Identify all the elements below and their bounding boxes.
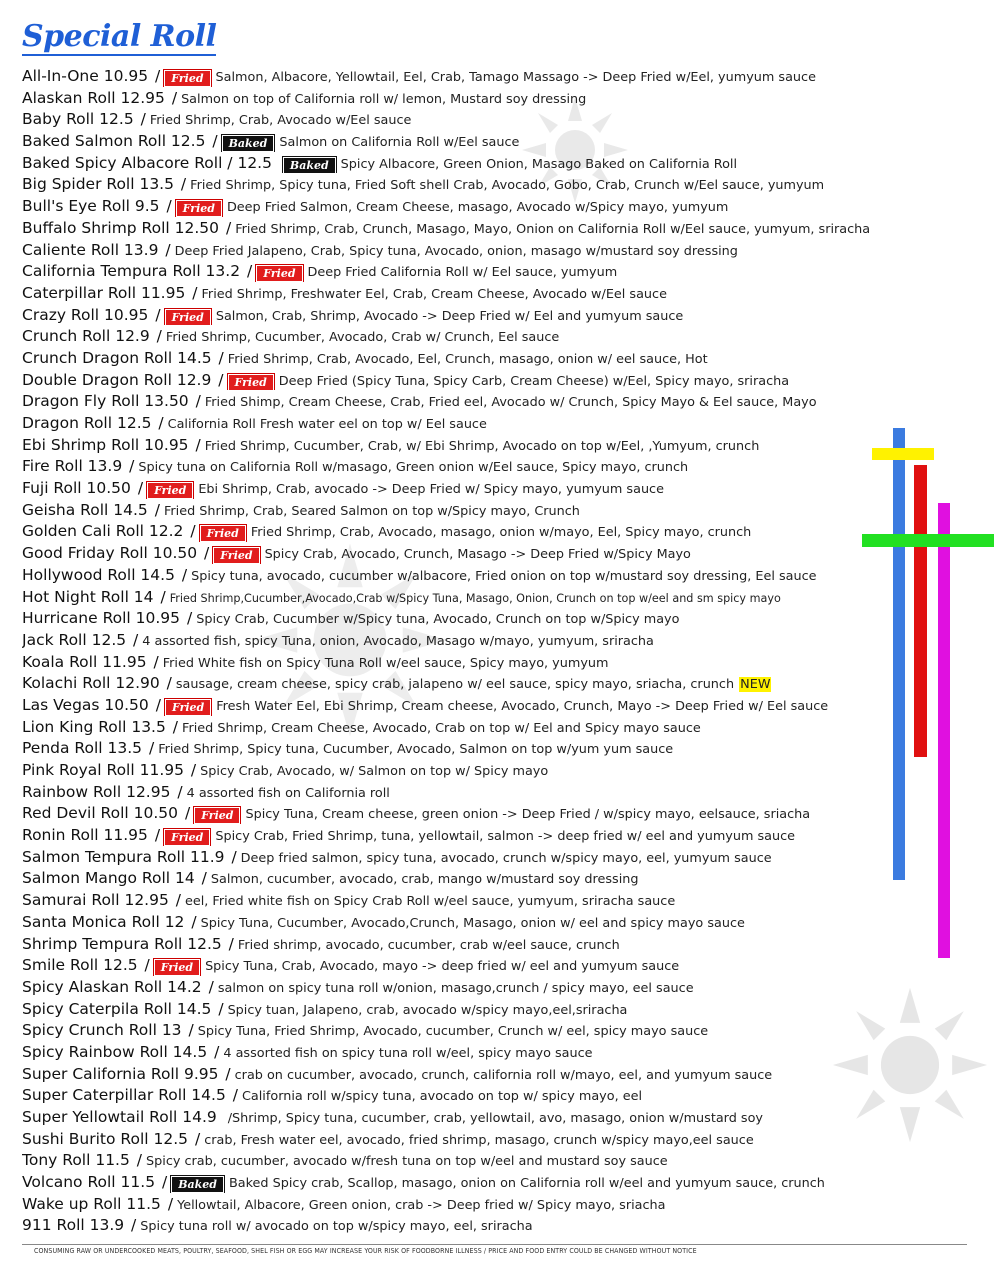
roll-description: Fried Shrimp, Crab, Avocado, masago, onion w/mayo, Eel, Spicy mayo, crunch bbox=[250, 525, 752, 541]
menu-item bbox=[22, 672, 962, 694]
separator: / bbox=[167, 717, 179, 736]
baked-badge: Baked bbox=[283, 157, 336, 174]
separator: / bbox=[226, 847, 237, 866]
roll-description: Salmon on top of California roll w/ lemon, Mustard soy dressing bbox=[181, 91, 587, 107]
separator: / bbox=[175, 175, 187, 194]
roll-description: 4 assorted fish on spicy tuna roll w/eel, spicy mayo sauce bbox=[223, 1045, 593, 1061]
roll-description: Salmon, Albacore, Yellowtail, Eel, Crab, Tamago Massago -> Deep Fried w/Eel, yumyum sauce bbox=[215, 70, 816, 85]
fried-badge: Fried bbox=[256, 265, 302, 282]
roll-name: Shrimp Tempura Roll 12.5 bbox=[22, 934, 222, 953]
menu-item bbox=[22, 911, 962, 933]
roll-name: Hurricane Roll 10.95 bbox=[22, 609, 181, 628]
roll-name: Jack Roll 12.5 bbox=[22, 630, 127, 649]
baked-badge: Baked bbox=[222, 135, 275, 152]
roll-name: Kolachi Roll 12.90 bbox=[22, 674, 160, 693]
roll-name: Ebi Shrimp Roll 10.95 bbox=[22, 435, 189, 454]
roll-name: Santa Monica Roll 12 bbox=[22, 912, 185, 931]
fried-badge: Fried bbox=[200, 525, 246, 542]
roll-description: Yellowtail, Albacore, Green onion, crab -> Deep fried w/ Spicy mayo, sriacha bbox=[177, 1197, 666, 1213]
roll-description: Fried Shrimp, Spicy tuna, Fried Soft shell Crab, Avocado, Gobo, Crab, Crunch w/Eel sauce, yumyum bbox=[190, 178, 825, 194]
roll-description: 4 assorted fish on California roll bbox=[186, 785, 390, 801]
menu-item bbox=[22, 651, 962, 673]
roll-description: Ebi Shrimp, Crab, avocado -> Deep Fried w/ Spicy mayo, yumyum sauce bbox=[198, 482, 664, 498]
menu-item bbox=[22, 1063, 962, 1085]
roll-description: eel, Fried white fish on Spicy Crab Roll w/eel sauce, yumyum, sriracha sauce bbox=[185, 894, 676, 910]
separator: / bbox=[135, 110, 146, 129]
roll-name: Double Dragon Roll 12.9 bbox=[22, 370, 212, 389]
roll-description: Deep Fried (Spicy Tuna, Spicy Carb, Cream Cheese) w/Eel, Spicy mayo, sriracha bbox=[278, 373, 790, 389]
menu-item bbox=[22, 412, 962, 434]
roll-description: Deep Fried Jalapeno, Crab, Spicy tuna, Avocado, onion, masago w/mustard soy dressing bbox=[174, 243, 738, 259]
separator: / bbox=[223, 934, 234, 953]
separator: / bbox=[185, 522, 196, 541]
separator: / bbox=[170, 891, 181, 910]
roll-name: Golden Cali Roll 12.2 bbox=[22, 522, 184, 541]
roll-description: Fried White fish on Spicy Tuna Roll w/eel sauce, Spicy mayo, yumyum bbox=[162, 655, 609, 671]
separator bbox=[274, 154, 279, 172]
roll-description: Fried Shrimp, Crab, Seared Salmon on top w/Spicy mayo, Crunch bbox=[163, 503, 580, 519]
separator: / bbox=[199, 544, 210, 563]
separator: / bbox=[242, 262, 253, 281]
separator: / bbox=[209, 1042, 220, 1061]
fried-badge: Fried bbox=[228, 374, 274, 391]
page-title: Special Roll bbox=[22, 19, 217, 54]
separator: / bbox=[221, 218, 232, 237]
roll-name: Buffalo Shrimp Roll 12.50 bbox=[22, 218, 220, 237]
roll-name: Spicy Rainbow Roll 14.5 bbox=[22, 1042, 208, 1061]
roll-name: Ronin Roll 11.95 bbox=[22, 826, 148, 845]
separator: / bbox=[126, 1216, 137, 1235]
fried-badge: Fried bbox=[213, 547, 259, 564]
menu-item bbox=[22, 304, 962, 326]
roll-description: Spicy Crab, Avocado, w/ Salmon on top w/ Spicy mayo bbox=[200, 764, 549, 779]
menu-item bbox=[22, 173, 962, 195]
separator: / bbox=[153, 414, 164, 432]
separator: / bbox=[213, 348, 224, 367]
menu-item bbox=[22, 325, 962, 347]
roll-name: Caterpillar Roll 11.95 bbox=[22, 283, 186, 302]
separator: / bbox=[151, 327, 162, 346]
menu-item bbox=[22, 217, 962, 239]
roll-name: Red Devil Roll 10.50 bbox=[22, 804, 179, 823]
menu-item bbox=[22, 282, 962, 304]
separator: / bbox=[187, 283, 198, 302]
separator bbox=[219, 1108, 224, 1126]
separator: / bbox=[155, 587, 166, 606]
roll-menu-list bbox=[22, 65, 962, 1236]
menu-item bbox=[22, 629, 962, 651]
roll-description: Fried Shrimp, Spicy tuna, Cucumber, Avocado, Salmon on top w/yum yum sauce bbox=[158, 742, 674, 758]
separator: / bbox=[190, 392, 201, 411]
separator: / bbox=[149, 826, 161, 845]
menu-item bbox=[22, 434, 962, 456]
roll-name: Geisha Roll 14.5 bbox=[22, 500, 148, 519]
menu-item bbox=[22, 1084, 962, 1106]
roll-description: Baked Spicy crab, Scallop, masago, onion on California roll w/eel and yumyum sauce, crunch bbox=[228, 1176, 825, 1192]
menu-item bbox=[22, 716, 962, 738]
menu-item bbox=[22, 130, 962, 152]
menu-item bbox=[22, 933, 962, 955]
roll-description: Fried Shrimp, Cream Cheese, Avocado, Crab on top w/ Eel and Spicy mayo sauce bbox=[182, 720, 701, 736]
separator: / bbox=[150, 305, 161, 324]
roll-description: Spicy tuna roll w/ avocado on top w/spicy mayo, eel, sriracha bbox=[140, 1219, 533, 1235]
roll-name: Good Friday Roll 10.50 bbox=[22, 544, 198, 563]
roll-description: Spicy tuna on California Roll w/masago, Green onion w/Eel sauce, Spicy mayo, crunch bbox=[138, 460, 689, 476]
roll-name: Big Spider Roll 13.5 bbox=[22, 175, 174, 194]
separator: / bbox=[227, 1086, 238, 1105]
menu-item bbox=[22, 1041, 962, 1063]
separator: / bbox=[139, 956, 150, 975]
roll-description: Salmon, cucumber, avocado, crab, mango w/mustard soy dressing bbox=[210, 872, 639, 888]
roll-name: Super California Roll 9.95 bbox=[22, 1064, 219, 1083]
fried-badge: Fried bbox=[164, 70, 210, 87]
roll-name: Salmon Tempura Roll 11.9 bbox=[22, 847, 225, 866]
menu-item bbox=[22, 260, 962, 282]
separator: / bbox=[160, 240, 171, 259]
separator: / bbox=[172, 782, 183, 801]
menu-item bbox=[22, 1193, 962, 1215]
separator: / bbox=[190, 1129, 201, 1148]
roll-name: Fire Roll 13.9 bbox=[22, 457, 123, 476]
roll-description: Fried Shrimp, Freshwater Eel, Crab, Cream Cheese, Avocado w/Eel sauce bbox=[201, 286, 667, 302]
roll-description: Spicy Tuna, Cream cheese, green onion -> Deep Fried / w/spicy mayo, eelsauce, sriacha bbox=[245, 807, 811, 823]
roll-name: Samurai Roll 12.95 bbox=[22, 891, 169, 910]
roll-name: Super Caterpillar Roll 14.5 bbox=[22, 1086, 226, 1105]
roll-description: Salmon on California Roll w/Eel sauce bbox=[279, 135, 520, 151]
roll-name: Salmon Mango Roll 14 bbox=[22, 869, 195, 888]
separator: / bbox=[161, 197, 172, 216]
roll-description: California roll w/spicy tuna, avocado on top w/ spicy mayo, eel bbox=[241, 1089, 643, 1105]
menu-item bbox=[22, 347, 962, 369]
roll-description: Fried Shrimp, Crab, Crunch, Masago, Mayo, Onion on California Roll w/Eel sauce, yumyum, sriracha bbox=[235, 221, 871, 237]
menu-item bbox=[22, 824, 962, 846]
roll-name: Baby Roll 12.5 bbox=[22, 110, 134, 129]
roll-name: Dragon Fly Roll 13.50 bbox=[22, 392, 189, 411]
menu-item bbox=[22, 87, 962, 109]
menu-item bbox=[22, 477, 962, 499]
fried-badge: Fried bbox=[194, 807, 240, 824]
fried-badge: Fried bbox=[147, 482, 193, 499]
roll-description: Spicy Albacore, Green Onion, Masago Baked on California Roll bbox=[340, 156, 738, 172]
menu-item bbox=[22, 239, 962, 261]
separator: / bbox=[196, 869, 207, 888]
menu-item bbox=[22, 520, 962, 542]
roll-name: Rainbow Roll 12.95 bbox=[22, 782, 171, 801]
separator: / bbox=[190, 435, 201, 454]
separator: / bbox=[150, 695, 161, 714]
roll-description: California Roll Fresh water eel on top w/ Eel sauce bbox=[167, 417, 487, 432]
menu-item bbox=[22, 564, 962, 586]
separator: / bbox=[182, 609, 193, 628]
roll-name: Caliente Roll 13.9 bbox=[22, 240, 159, 259]
roll-name: Spicy Caterpila Roll 14.5 bbox=[22, 999, 212, 1018]
menu-item bbox=[22, 108, 962, 130]
roll-description: Fried Shrimp, Cucumber, Crab, w/ Ebi Shrimp, Avocado on top w/Eel, ,Yumyum, crunch bbox=[204, 438, 760, 454]
roll-name: Crunch Dragon Roll 14.5 bbox=[22, 348, 212, 367]
roll-description: Fried Shrimp, Cucumber, Avocado, Crab w/ Crunch, Eel sauce bbox=[165, 330, 560, 346]
roll-description: Spicy Crab, Avocado, Crunch, Masago -> Deep Fried w/Spicy Mayo bbox=[264, 547, 691, 563]
roll-name: Tony Roll 11.5 bbox=[22, 1151, 130, 1170]
menu-item bbox=[22, 455, 962, 477]
roll-description: Fried Shrimp,Cucumber,Avocado,Crab w/Spicy Tuna, Masago, Onion, Crunch on top w/eel and sm spicy mayo bbox=[169, 591, 781, 605]
menu-item bbox=[22, 195, 962, 217]
roll-description: Deep Fried Salmon, Cream Cheese, masago, Avocado w/Spicy mayo, yumyum bbox=[226, 200, 729, 216]
footer-disclaimer: CONSUMING RAW OR UNDERCOOKED MEATS, POULTRY, SEAFOOD, SHEL FISH OR EGG MAY INCREASE YOUR RISK OF FOODBORNE ILLNESS / PRICE AND FOOD ENTRY COULD BE CHANGED WITHOUT NOTICE bbox=[34, 1247, 697, 1255]
separator: / bbox=[186, 912, 197, 931]
fried-badge: Fried bbox=[164, 829, 210, 846]
baked-badge: Baked bbox=[171, 1176, 224, 1193]
roll-name: All-In-One 10.95 bbox=[22, 67, 149, 85]
roll-description: Fried Shimp, Cream Cheese, Crab, Fried eel, Avocado w/ Crunch, Spicy Mayo & Eel sauce, Mayo bbox=[204, 395, 817, 411]
separator: / bbox=[157, 1173, 168, 1192]
menu-item bbox=[22, 1214, 962, 1236]
roll-name: Spicy Crunch Roll 13 bbox=[22, 1021, 182, 1040]
menu-item bbox=[22, 781, 962, 803]
menu-item bbox=[22, 390, 962, 412]
roll-name: Smile Roll 12.5 bbox=[22, 956, 138, 975]
roll-description: salmon on spicy tuna roll w/onion, masago,crunch / spicy mayo, eel sauce bbox=[217, 980, 694, 996]
separator: / bbox=[213, 370, 224, 389]
menu-item bbox=[22, 586, 962, 608]
separator: / bbox=[213, 999, 224, 1018]
roll-name: Lion King Roll 13.5 bbox=[22, 717, 166, 736]
menu-item bbox=[22, 694, 962, 716]
separator: / bbox=[207, 132, 218, 151]
roll-description: Fried shrimp, avocado, cucumber, crab w/eel sauce, crunch bbox=[237, 937, 620, 953]
roll-description: Fried Shrimp, Crab, Avocado w/Eel sauce bbox=[149, 113, 412, 129]
fried-badge: Fried bbox=[154, 959, 200, 976]
separator: / bbox=[124, 457, 135, 476]
roll-name: Wake up Roll 11.5 bbox=[22, 1194, 161, 1213]
roll-name: Bull's Eye Roll 9.5 bbox=[22, 197, 160, 216]
roll-description: Salmon, Crab, Shrimp, Avocado -> Deep Fried w/ Eel and yumyum sauce bbox=[215, 308, 684, 324]
roll-description: Spicy Tuna, Fried Shrimp, Avocado, cucumber, Crunch w/ eel, spicy mayo sauce bbox=[197, 1024, 709, 1040]
roll-name: Penda Roll 13.5 bbox=[22, 739, 143, 758]
roll-name: Pink Royal Roll 11.95 bbox=[22, 761, 184, 779]
separator: / bbox=[180, 804, 191, 823]
separator: / bbox=[183, 1021, 194, 1040]
fried-badge: Fried bbox=[176, 200, 222, 217]
menu-item bbox=[22, 802, 962, 824]
roll-description: sausage, cream cheese, spicy crab, jalapeno w/ eel sauce, spicy mayo, sriacha, crunch bbox=[175, 677, 735, 693]
roll-description: /Shrimp, Spicy tuna, cucumber, crab, yellowtail, avo, masago, onion w/mustard soy bbox=[227, 1111, 763, 1126]
roll-description: Spicy Crab, Cucumber w/Spicy tuna, Avocado, Crunch on top w/Spicy mayo bbox=[196, 612, 680, 628]
menu-item bbox=[22, 369, 962, 391]
menu-item bbox=[22, 1171, 962, 1193]
separator: / bbox=[176, 565, 188, 584]
separator: / bbox=[161, 674, 172, 693]
menu-item bbox=[22, 889, 962, 911]
menu-item bbox=[22, 976, 962, 998]
menu-item bbox=[22, 499, 962, 521]
footer-divider bbox=[22, 1244, 967, 1245]
roll-description: Spicy Tuna, Cucumber, Avocado,Crunch, Masago, onion w/ eel and spicy mayo sauce bbox=[200, 915, 745, 931]
menu-item bbox=[22, 65, 962, 87]
roll-name: 911 Roll 13.9 bbox=[22, 1216, 125, 1235]
roll-description: crab, Fresh water eel, avocado, fried shrimp, masago, crunch w/spicy mayo,eel sauce bbox=[204, 1132, 754, 1148]
menu-item bbox=[22, 867, 962, 889]
menu-item bbox=[22, 737, 962, 759]
roll-name: Baked Spicy Albacore Roll / 12.5 bbox=[22, 153, 272, 172]
separator: / bbox=[150, 67, 161, 85]
roll-description: Deep fried salmon, spicy tuna, avocado, crunch w/spicy mayo, eel, yumyum sauce bbox=[240, 850, 772, 866]
roll-name: Sushi Burito Roll 12.5 bbox=[22, 1129, 189, 1148]
separator: / bbox=[162, 1194, 174, 1213]
separator: / bbox=[166, 88, 178, 107]
roll-name: Alaskan Roll 12.95 bbox=[22, 88, 165, 107]
menu-item bbox=[22, 1019, 962, 1041]
menu-item bbox=[22, 954, 962, 976]
roll-description: 4 assorted fish, spicy Tuna, onion, Avocado, Masago w/mayo, yumyum, sriracha bbox=[142, 633, 654, 649]
separator: / bbox=[203, 977, 214, 996]
roll-name: Super Yellowtail Roll 14.9 bbox=[22, 1108, 217, 1126]
roll-name: Hollywood Roll 14.5 bbox=[22, 565, 175, 584]
menu-item bbox=[22, 1149, 962, 1171]
roll-description: crab on cucumber, avocado, crunch, california roll w/mayo, eel, and yumyum sauce bbox=[234, 1067, 773, 1083]
menu-item bbox=[22, 607, 962, 629]
menu-item bbox=[22, 152, 962, 174]
roll-name: Crunch Roll 12.9 bbox=[22, 327, 150, 346]
separator: / bbox=[131, 1151, 143, 1170]
roll-description: Spicy Tuna, Crab, Avocado, mayo -> deep fried w/ eel and yumyum sauce bbox=[205, 959, 680, 975]
roll-description: Spicy tuna, avocado, cucumber w/albacore, Fried onion on top w/mustard soy dressing, Eel sauce bbox=[191, 568, 817, 584]
menu-item bbox=[22, 998, 962, 1020]
roll-description: Deep Fried California Roll w/ Eel sauce, yumyum bbox=[307, 265, 618, 281]
separator: / bbox=[148, 652, 159, 671]
menu-item bbox=[22, 542, 962, 564]
menu-item bbox=[22, 846, 962, 868]
separator: / bbox=[149, 500, 160, 519]
separator: / bbox=[220, 1064, 231, 1083]
roll-description: Spicy crab, cucumber, avocado w/fresh tuna on top w/eel and mustard soy sauce bbox=[146, 1154, 668, 1170]
roll-name: Las Vegas 10.50 bbox=[22, 695, 149, 714]
roll-name: Dragon Roll 12.5 bbox=[22, 414, 152, 432]
separator: / bbox=[128, 630, 139, 649]
menu-item bbox=[22, 759, 962, 781]
menu-item bbox=[22, 1106, 962, 1128]
roll-name: Koala Roll 11.95 bbox=[22, 652, 147, 671]
roll-description: Spicy tuan, Jalapeno, crab, avocado w/spicy mayo,eel,sriracha bbox=[227, 1002, 628, 1018]
roll-name: Baked Salmon Roll 12.5 bbox=[22, 132, 206, 151]
roll-name: Spicy Alaskan Roll 14.2 bbox=[22, 977, 202, 996]
roll-description: Spicy Crab, Fried Shrimp, tuna, yellowtail, salmon -> deep fried w/ eel and yumyum sauce bbox=[215, 829, 796, 845]
fried-badge: Fried bbox=[165, 309, 211, 326]
roll-name: California Tempura Roll 13.2 bbox=[22, 262, 241, 281]
new-badge: NEW bbox=[740, 677, 771, 693]
separator: / bbox=[132, 479, 144, 498]
roll-name: Volcano Roll 11.5 bbox=[22, 1173, 156, 1192]
separator: / bbox=[185, 761, 197, 779]
roll-name: Hot Night Roll 14 bbox=[22, 587, 154, 606]
roll-name: Crazy Roll 10.95 bbox=[22, 305, 149, 324]
separator: / bbox=[144, 739, 155, 758]
roll-name: Fuji Roll 10.50 bbox=[22, 479, 131, 498]
menu-item bbox=[22, 1128, 962, 1150]
roll-description: Fried Shrimp, Crab, Avocado, Eel, Crunch, masago, onion w/ eel sauce, Hot bbox=[227, 351, 708, 367]
roll-description: Fresh Water Eel, Ebi Shrimp, Cream cheese, Avocado, Crunch, Mayo -> Deep Fried w/ Eel sauce bbox=[216, 698, 829, 714]
fried-badge: Fried bbox=[165, 699, 211, 716]
